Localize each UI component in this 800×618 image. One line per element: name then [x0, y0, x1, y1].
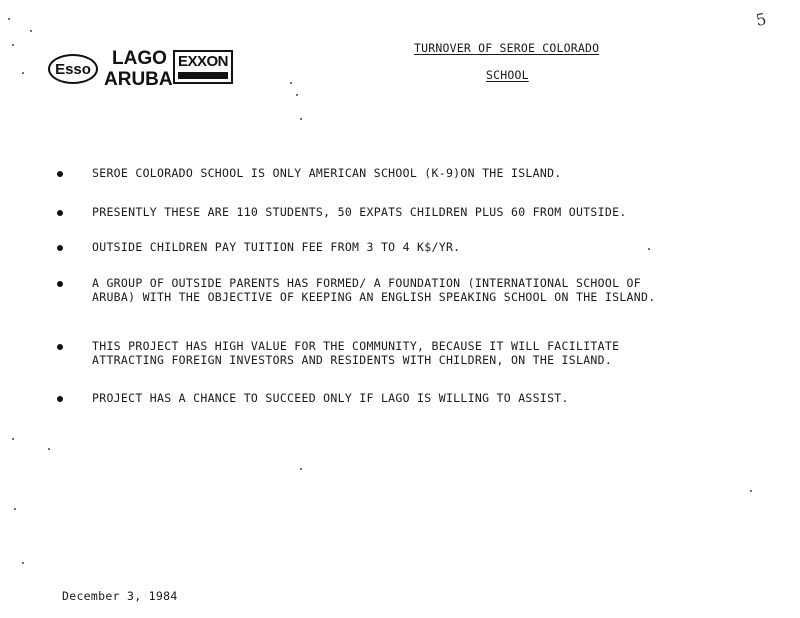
scan-speck [300, 468, 302, 470]
scan-speck [30, 30, 32, 32]
exxon-logo-bar [178, 72, 228, 79]
scan-speck [22, 562, 24, 564]
bullet-item [54, 339, 654, 367]
bullet-text: PRESENTLY THESE ARE 110 STUDENTS, 50 EXPATS CHILDREN PLUS 60 FROM OUTSIDE. [92, 205, 627, 219]
document-title: TURNOVER OF SEROE COLORADO [414, 41, 600, 55]
scan-speck [750, 490, 752, 492]
scan-speck [12, 438, 14, 440]
exxon-logo-text: EXXON [178, 53, 229, 70]
lago-logo-text: LAGO [112, 48, 167, 69]
lago-aruba-logo [104, 48, 173, 90]
document-subtitle: SCHOOL [486, 68, 529, 82]
bullet-item [54, 166, 654, 180]
handwritten-page-number: 5 [754, 9, 769, 30]
bullet-item [54, 391, 654, 405]
bullet-text: PROJECT HAS A CHANCE TO SUCCEED ONLY IF LAGO IS WILLING TO ASSIST. [92, 391, 569, 405]
bullet-dot-icon [57, 396, 63, 402]
scan-speck [48, 448, 50, 450]
aruba-logo-text: ARUBA [104, 69, 173, 90]
scan-speck [12, 44, 14, 46]
scan-speck [22, 72, 24, 74]
bullet-dot-icon [57, 210, 63, 216]
exxon-logo [173, 50, 233, 84]
scan-speck [14, 508, 16, 510]
scan-speck [300, 118, 302, 120]
bullet-text: OUTSIDE CHILDREN PAY TUITION FEE FROM 3 TO 4 K$/YR. [92, 240, 461, 254]
document-date: December 3, 1984 [62, 589, 178, 603]
scan-speck [290, 82, 292, 84]
bullet-dot-icon [57, 171, 63, 177]
bullet-text: THIS PROJECT HAS HIGH VALUE FOR THE COMMUNITY, BECAUSE IT WILL FACILITATE ATTRACTING FOREIGN INVESTORS AND RESIDENTS WITH CHILDREN, ON THE ISLAND. [92, 339, 620, 367]
scan-speck [296, 94, 298, 96]
bullet-dot-icon [57, 344, 63, 350]
esso-logo-text: Esso [55, 60, 91, 78]
bullet-text: SEROE COLORADO SCHOOL IS ONLY AMERICAN SCHOOL (K-9)ON THE ISLAND. [92, 166, 562, 180]
bullet-item [54, 240, 654, 254]
esso-logo [48, 54, 98, 84]
bullet-text: A GROUP OF OUTSIDE PARENTS HAS FORMED/ A FOUNDATION (INTERNATIONAL SCHOOL OF ARUBA) WITH THE OBJECTIVE OF KEEPING AN ENGLISH SPEAKING SCHOOL ON THE ISLAND. [92, 276, 656, 304]
scan-speck [648, 248, 650, 250]
bullet-dot-icon [57, 281, 63, 287]
scan-speck [8, 18, 10, 20]
bullet-item [54, 276, 654, 304]
bullet-item [54, 205, 654, 219]
bullet-dot-icon [57, 245, 63, 251]
